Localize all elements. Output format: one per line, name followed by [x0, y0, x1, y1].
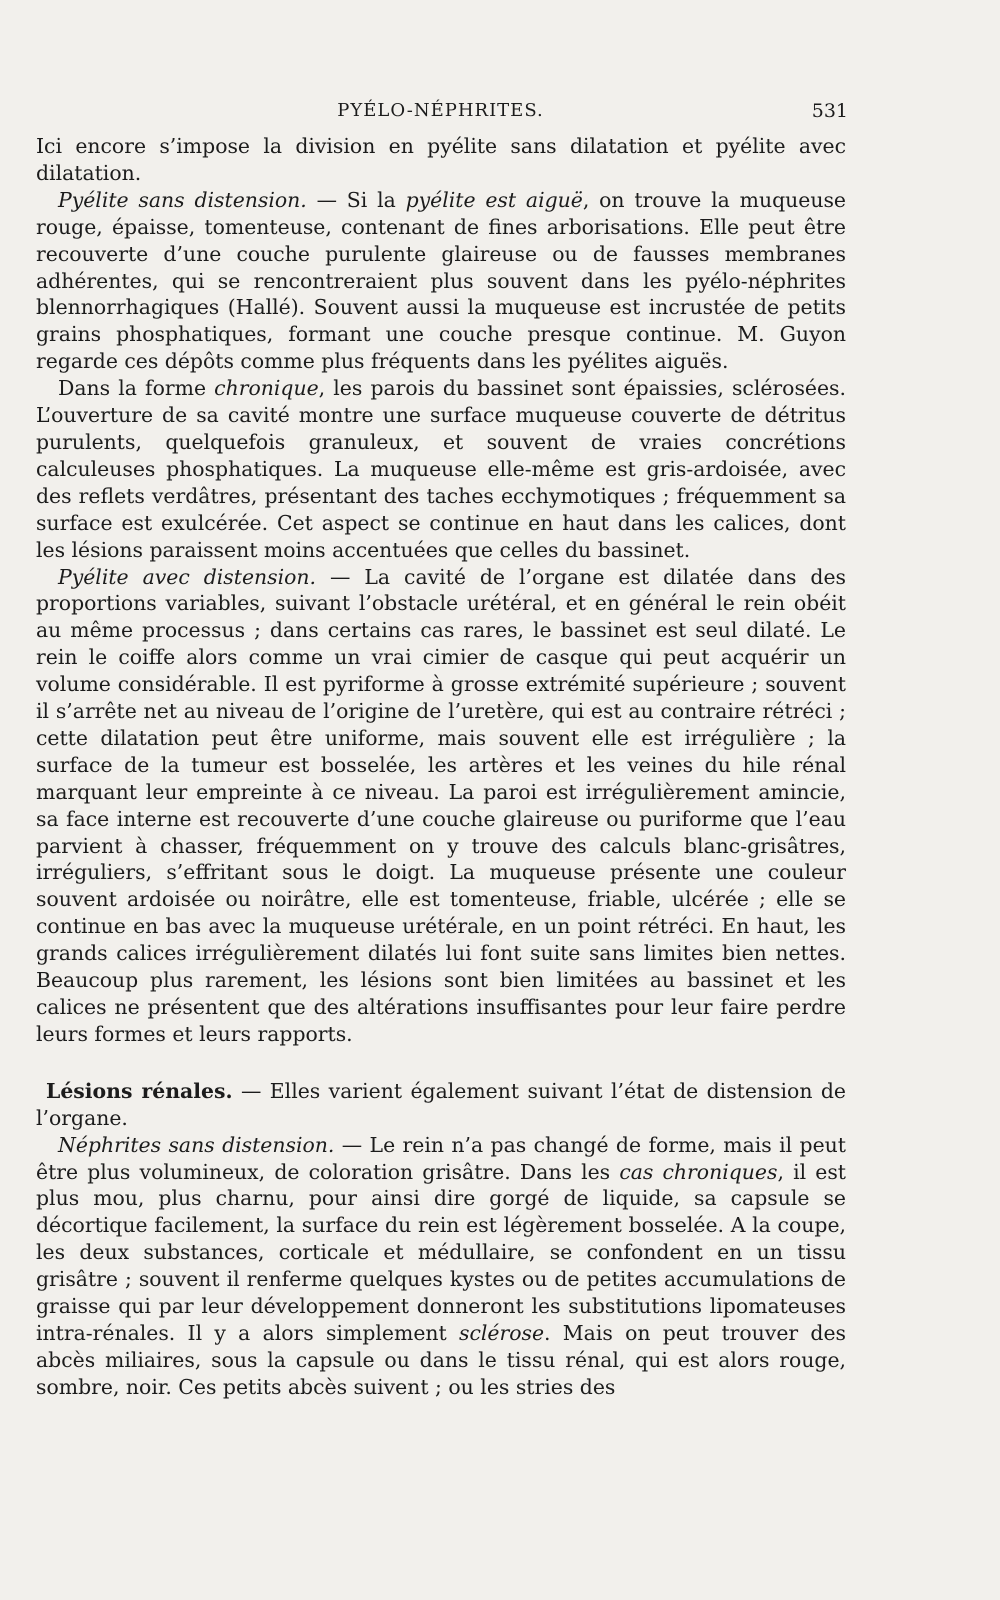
- paragraph-pyelite-avec-distension: Pyélite avec distension. — La cavité de l’organe est dilatée dans des proportions variables, suivant l’obstacle urétéral, et en général le rein obéit au même processus ; dans certains cas rares, le bassinet est seul dilaté. Le rein le coiffe alors comme un vrai cimier de casque qui peut acquérir un volume considérable. Il est pyriforme à grosse extrémité supérieure ; souvent il s’arrête net au niveau de l’origine de l’uretère, qui est au contraire rétréci ; cette dilatation peut être uniforme, mais souvent elle est irrégulière ; la surface de la tumeur est bosselée, les artères et les veines du hile rénal marquant leur empreinte à ce niveau. La paroi est irrégulièrement amincie, sa face interne est recouverte d’une couche glaireuse ou puriforme que l’eau parvient à chasser, fréquemment on y trouve des calculs blanc-grisâtres, irréguliers, s’effritant sous le doigt. La muqueuse présente une couleur souvent ardoisée ou noirâtre, elle est tomenteuse, friable, ulcérée ; elle se continue en bas avec la muqueuse urétérale, en un point rétréci. En haut, les grands calices irrégulièrement dilatés lui font suite sans limites bien nettes. Beaucoup plus rarement, les lésions sont bien limitées au bassinet et les calices ne présentent que des altérations insuffisantes pour leur faire perdre leurs formes et leurs rapports.: [36, 564, 846, 1046]
- paragraph-pyelite-sans-distension: Pyélite sans distension. — Si la pyélite est aiguë, on trouve la muqueuse rouge, épaisse, tomenteuse, contenant de fines arborisations. Elle peut être recouverte d’une couche purulente glaireuse ou de fausses membranes adhérentes, qui se rencontreraient plus souvent dans les pyélo-néphrites blennorrhagiques (Hallé). Souvent aussi la muqueuse est incrustée de petits grains phosphatiques, formant une couche presque continue. M. Guyon regarde ces dépôts comme plus fréquents dans les pyélites aiguës.: [36, 187, 846, 374]
- paragraph-forme-chronique: Dans la forme chronique, les parois du bassinet sont épaissies, sclérosées. L’ouverture de sa cavité montre une surface muqueuse couverte de détritus purulents, quelquefois granuleux, et souvent de vraies concrétions calculeuses phosphatiques. La muqueuse elle-même est gris-ardoisée, avec des reflets verdâtres, présentant des taches ecchymotiques ; fréquemment sa surface est exulcérée. Cet aspect se continue en haut dans les calices, dont les lésions paraissent moins accentuées que celles du bassinet.: [36, 376, 846, 562]
- subheading-italic: Pyélite sans distension.: [58, 187, 307, 212]
- section-heading: Lésions rénales.: [46, 1078, 233, 1103]
- subheading-italic: Pyélite avec distension.: [58, 564, 317, 589]
- paragraph-lesions-renales: Lésions rénales. — Elles varient également suivant l’état de distension de l’organe.: [36, 1078, 847, 1130]
- body-text: [36, 133, 846, 1401]
- paragraph-intro: Ici encore s’impose la division en pyélite sans dilatation et pyélite avec dilatation.: [36, 134, 846, 185]
- page-number: 531: [811, 100, 848, 122]
- running-head: PYÉLO-NÉPHRITES.: [337, 100, 544, 121]
- subheading-italic: Néphrites sans distension.: [58, 1132, 335, 1157]
- paragraph-nephrites-sans-distension: Néphrites sans distension. — Le rein n’a pas changé de forme, mais il peut être plus volumineux, de coloration grisâtre. Dans les cas chroniques, il est plus mou, plus charnu, pour ainsi dire gorgé de liquide, sa capsule se décortique facilement, la surface du rein est légèrement bosselée. A la coupe, les deux substances, corticale et médullaire, se confondent en un tissu grisâtre ; souvent il renferme quelques kystes ou de petites accumulations de graisse qui par leur développement donneront les substitutions lipomateuses intra-rénales. Il y a alors simplement sclérose. Mais on peut trouver des abcès miliaires, sous la capsule ou dans le tissu rénal, qui est alors rouge, sombre, noir. Ces petits abcès suivent ; ou les stries des: [36, 1132, 847, 1399]
